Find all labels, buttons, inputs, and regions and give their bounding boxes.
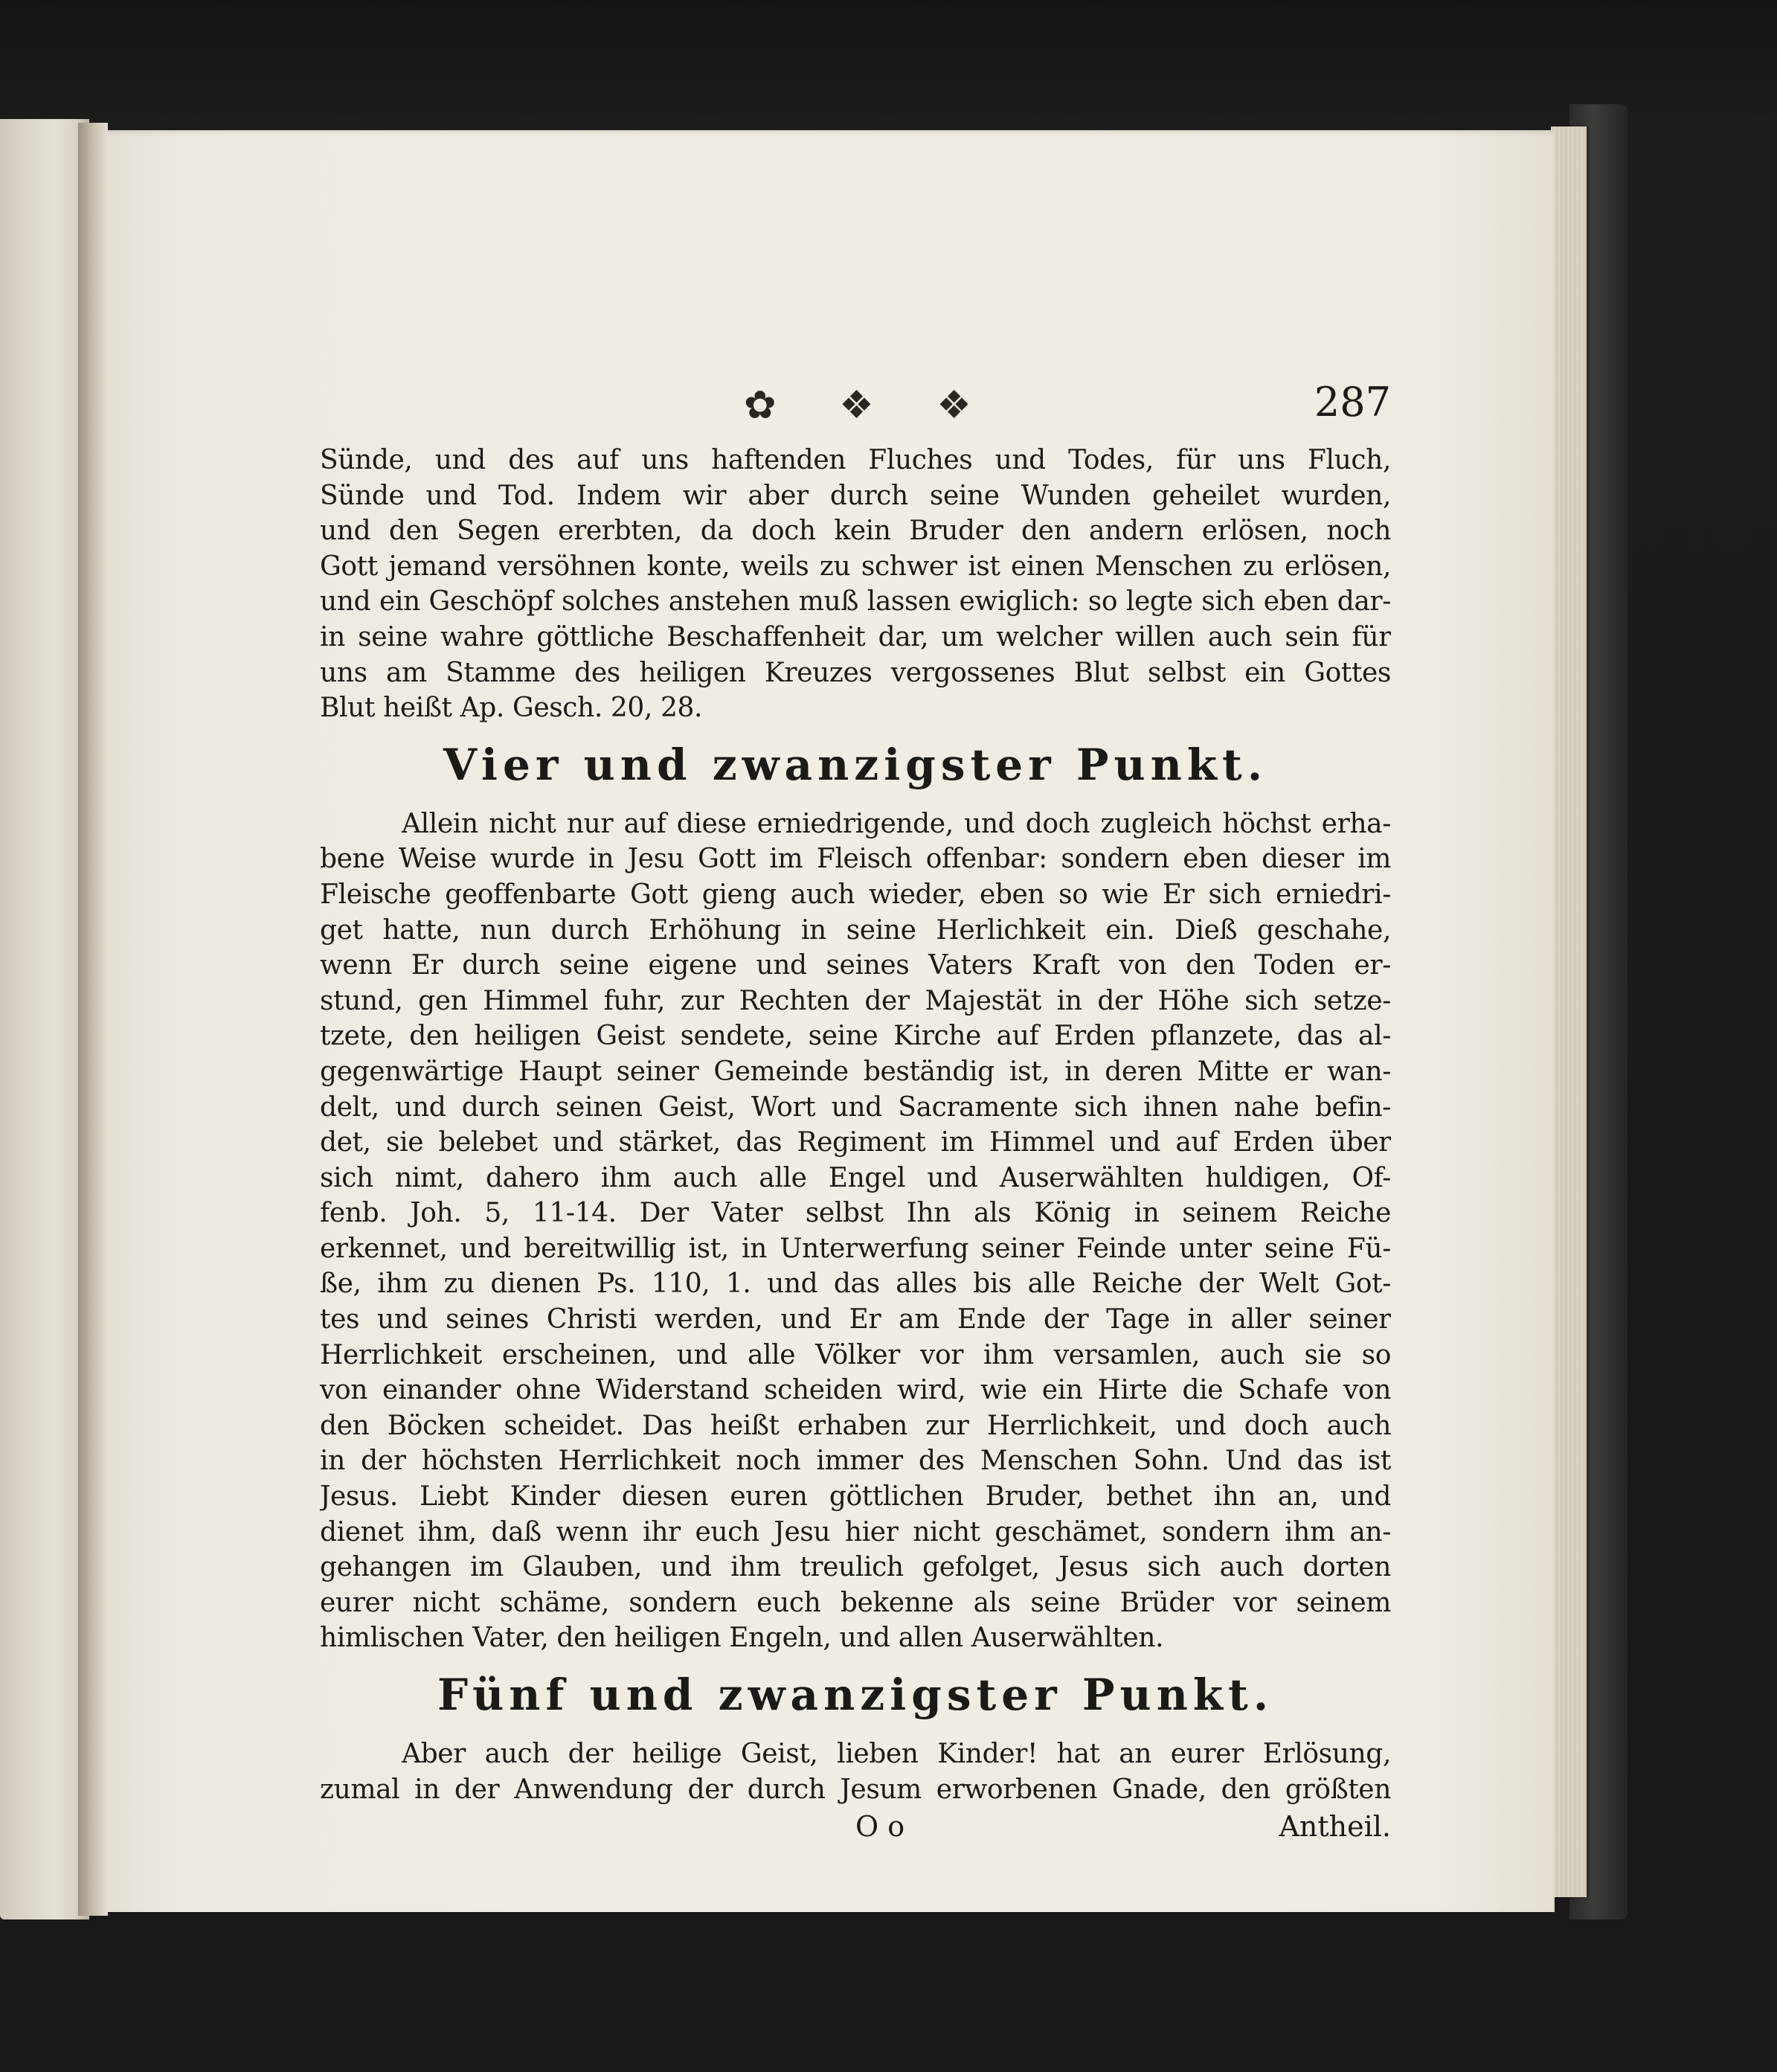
text-line: Fleische geoffenbarte Gott gieng auch wieder, eben so wie Er sich erniedri-: [320, 879, 1391, 910]
text-line: det, sie belebet und stärket, das Regiment im Himmel und auf Erden über: [320, 1127, 1391, 1158]
text-line: und den Segen ererbten, da doch kein Bruder den andern erlösen, noch: [320, 516, 1391, 547]
text-line: erkennet, und bereitwillig ist, in Unterwerfung seiner Feinde unter seine Fü-: [320, 1233, 1391, 1264]
left-page-edge: [0, 119, 89, 1919]
text-line: dienet ihm, daß wenn ihr euch Jesu hier nicht geschämet, sondern ihm an-: [320, 1516, 1391, 1547]
text-line: Sünde und Tod. Indem wir aber durch seine Wunden geheilet wurden,: [320, 480, 1391, 511]
text-line: von einander ohne Widerstand scheiden wird, wie ein Hirte die Schafe von: [320, 1375, 1391, 1406]
signature-mark: O o: [855, 1810, 905, 1844]
text-line: in der höchsten Herrlichkeit noch immer des Menschen Sohn. Und das ist: [320, 1446, 1391, 1477]
paragraph-section-25: [320, 1736, 1391, 1807]
text-line: eurer nicht schäme, sondern euch bekenne als seine Brüder vor seinem: [320, 1587, 1391, 1618]
text-line: Aber auch der heilige Geist, lieben Kinder! hat an eurer Erlösung,: [402, 1739, 1391, 1769]
text-line: Allein nicht nur auf diese erniedrigende, und doch zugleich höchst erha-: [402, 808, 1391, 839]
text-line: Jesus. Liebt Kinder diesen euren göttlichen Bruder, bethet ihn an, und: [320, 1481, 1391, 1513]
text-line: stund, gen Himmel fuhr, zur Rechten der Majestät in der Höhe sich setze-: [320, 985, 1391, 1016]
ornament-icon: ✿ ❖ ❖: [744, 383, 997, 428]
text-line: und ein Geschöpf solches anstehen muß lassen ewiglich: so legte sich eben dar-: [320, 586, 1391, 618]
text-line: tzete, den heiligen Geist sendete, seine Kirche auf Erden pflanzete, das al-: [320, 1021, 1391, 1052]
text-line: Sünde, und des auf uns haftenden Fluches und Todes, für uns Fluch,: [320, 445, 1391, 475]
text-line: Gott jemand versöhnen konte, weils zu schwer ist einen Menschen zu erlösen,: [320, 551, 1391, 582]
text-line: Herrlichkeit erscheinen, und alle Völker vor ihm versamlen, auch sie so: [320, 1339, 1391, 1370]
page-header: [320, 379, 1391, 443]
text-line: den Böcken scheidet. Das heißt erhaben zur Herrlichkeit, und doch auch: [320, 1410, 1391, 1441]
page-stack-edge: [1551, 126, 1587, 1897]
text-line: wenn Er durch seine eigene und seines Vaters Kraft von den Toden er-: [320, 950, 1391, 981]
page-text-block: [320, 379, 1391, 1849]
text-line: sich nimt, dahero ihm auch alle Engel und Auserwählten huldigen, Of-: [320, 1162, 1391, 1193]
text-line: tes und seines Christi werden, und Er am Ende der Tage in aller seiner: [320, 1304, 1391, 1335]
book-page: [93, 130, 1555, 1912]
text-line: get hatte, nun durch Erhöhung in seine Herlichkeit ein. Dieß geschahe,: [320, 914, 1391, 946]
text-line: Blut heißt Ap. Gesch. 20, 28.: [320, 693, 703, 724]
page-number: 287: [1314, 379, 1391, 426]
text-line: gehangen im Glauben, und ihm treulich gefolget, Jesus sich auch dorten: [320, 1552, 1391, 1583]
text-line: delt, und durch seinen Geist, Wort und Sacramente sich ihnen nahe befin-: [320, 1091, 1391, 1123]
paragraph-continuation: [320, 443, 1391, 726]
text-line: in seine wahre göttliche Beschaffenheit dar, um welcher willen auch sein für: [320, 621, 1391, 652]
text-line: ße, ihm zu dienen Ps. 110, 1. und das alles bis alle Reiche der Welt Got-: [320, 1268, 1391, 1300]
text-line: gegenwärtige Haupt seiner Gemeinde beständig ist, in deren Mitte er wan-: [320, 1056, 1391, 1087]
paragraph-section-24: [320, 806, 1391, 1656]
text-line: himlischen Vater, den heiligen Engeln, und allen Auserwählten.: [320, 1623, 1164, 1654]
text-line: fenb. Joh. 5, 11-14. Der Vater selbst Ihn als König in seinem Reiche: [320, 1198, 1391, 1229]
gutter-shadow: [78, 123, 108, 1916]
text-line: zumal in der Anwendung der durch Jesum erworbenen Gnade, den größten: [320, 1774, 1391, 1805]
section-heading: Vier und zwanzigster Punkt.: [443, 739, 1268, 790]
text-line: bene Weise wurde in Jesu Gott im Fleisch offenbar: sondern eben dieser im: [320, 844, 1391, 875]
text-line: uns am Stamme des heiligen Kreuzes vergossenes Blut selbst ein Gottes: [320, 657, 1391, 688]
page-footer: [320, 1810, 1391, 1849]
catchword: Antheil.: [1279, 1810, 1391, 1844]
section-heading: Fünf und zwanzigster Punkt.: [437, 1670, 1274, 1720]
